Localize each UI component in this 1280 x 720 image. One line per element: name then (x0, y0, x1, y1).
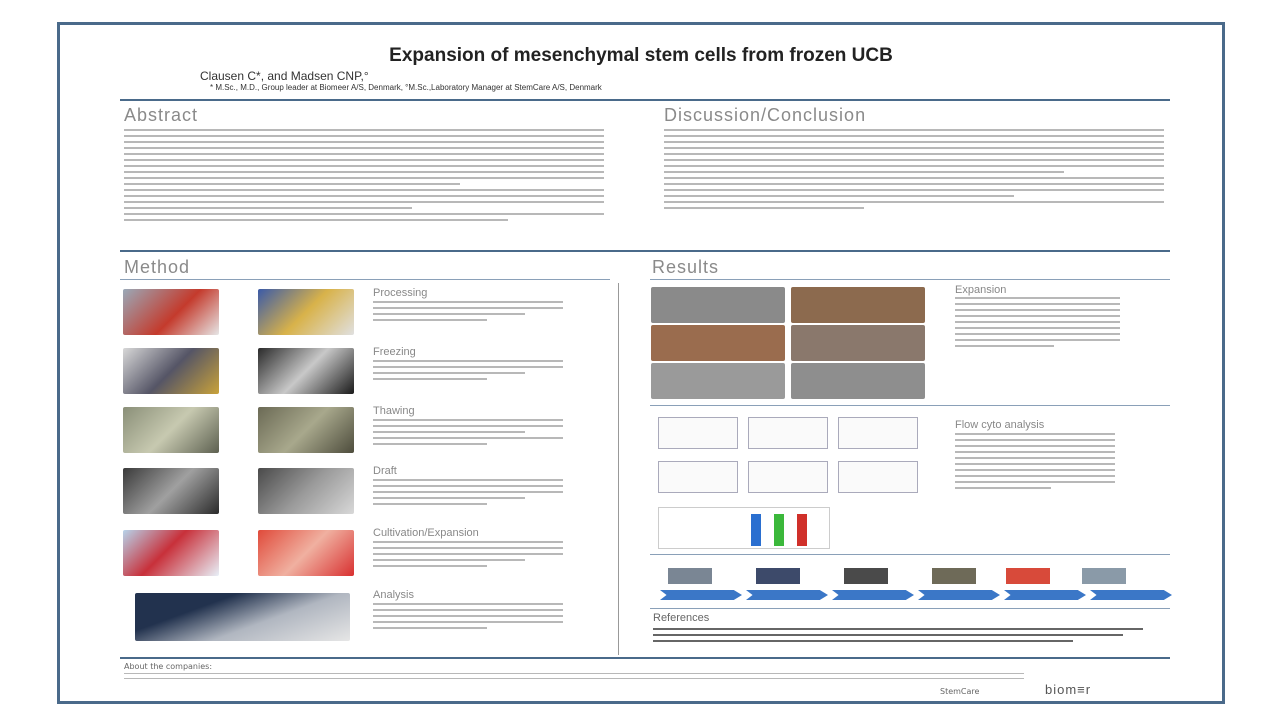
workflow-photo-4 (932, 568, 976, 584)
workflow-divider (650, 608, 1170, 609)
flow-histogram-3 (838, 417, 918, 449)
expansion-subhead: Expansion (955, 284, 1007, 296)
column-divider (618, 283, 619, 655)
workflow-arrow-5 (1004, 590, 1086, 600)
biomeer-logo: biom≡r (1045, 682, 1092, 697)
footer-divider (120, 657, 1170, 659)
footer-text (124, 673, 1024, 683)
footer-about: About the companies: (124, 662, 213, 671)
flow-bar-chart (658, 507, 830, 549)
results-divider (650, 279, 1170, 280)
workflow-photo-5 (1006, 568, 1050, 584)
mid-divider (120, 250, 1170, 252)
stemcare-logo: StemCare (940, 687, 980, 696)
abstract-heading: Abstract (124, 105, 199, 125)
microscopy-image-5 (651, 363, 785, 399)
method-step-thawing: Thawing (373, 405, 415, 417)
method-step-freezing: Freezing (373, 346, 416, 358)
cultivation-photo-2 (258, 530, 354, 576)
workflow-arrow-6 (1090, 590, 1172, 600)
poster-affiliation: * M.Sc., M.D., Group leader at Biomeer A/S, Denmark, °M.Sc.,Laboratory Manager at StemCare A/S, Denmark (210, 83, 602, 92)
poster-title: Expansion of mesenchymal stem cells from frozen UCB (389, 45, 893, 66)
results-heading: Results (652, 257, 720, 277)
discussion-heading: Discussion/Conclusion (664, 105, 867, 125)
thawing-photo-2 (258, 407, 354, 453)
analysis-instrument-photo (135, 593, 350, 641)
microscopy-image-4 (791, 325, 925, 361)
workflow-photo-1 (668, 568, 712, 584)
processing-text (373, 301, 563, 325)
flow-subhead: Flow cyto analysis (955, 419, 1045, 431)
flow-divider (650, 554, 1170, 555)
workflow-photo-6 (1082, 568, 1126, 584)
expansion-divider (650, 405, 1170, 406)
workflow-arrow-1 (660, 590, 742, 600)
reference-2 (653, 634, 1123, 636)
microscopy-image-1 (651, 287, 785, 323)
references-heading: References (653, 612, 710, 624)
processing-photo-1 (123, 289, 219, 335)
freezing-photo-1 (123, 348, 219, 394)
bar-green (774, 514, 784, 546)
header-divider (120, 99, 1170, 101)
microscopy-image-6 (791, 363, 925, 399)
workflow-photo-2 (756, 568, 800, 584)
bar-blue (751, 514, 761, 546)
freezing-text (373, 360, 563, 384)
reference-1 (653, 628, 1143, 630)
method-step-analysis: Analysis (373, 589, 414, 601)
method-divider (120, 279, 610, 280)
draft-photo-2 (258, 468, 354, 514)
poster-authors: Clausen C*, and Madsen CNP,° (200, 69, 369, 83)
abstract-text (124, 129, 604, 225)
microscopy-image-3 (651, 325, 785, 361)
workflow-photo-3 (844, 568, 888, 584)
bar-red (797, 514, 807, 546)
flow-histogram-6 (838, 461, 918, 493)
flow-histogram-5 (748, 461, 828, 493)
expansion-text (955, 297, 1120, 351)
flow-histogram-2 (748, 417, 828, 449)
reference-3 (653, 640, 1073, 642)
method-step-draft: Draft (373, 465, 397, 477)
analysis-text (373, 603, 563, 633)
flow-text (955, 433, 1115, 493)
cultivation-text (373, 541, 563, 571)
flow-histogram-1 (658, 417, 738, 449)
workflow-arrow-3 (832, 590, 914, 600)
poster (57, 22, 1225, 704)
thawing-photo-1 (123, 407, 219, 453)
microscopy-image-2 (791, 287, 925, 323)
freezing-photo-2 (258, 348, 354, 394)
thawing-text (373, 419, 563, 449)
method-step-cultivation: Cultivation/Expansion (373, 527, 479, 539)
workflow-arrow-2 (746, 590, 828, 600)
method-step-processing: Processing (373, 287, 428, 299)
flow-histogram-4 (658, 461, 738, 493)
cultivation-photo-1 (123, 530, 219, 576)
workflow-arrow-4 (918, 590, 1000, 600)
discussion-text (664, 129, 1164, 213)
processing-photo-2 (258, 289, 354, 335)
method-heading: Method (124, 257, 191, 277)
draft-text (373, 479, 563, 509)
draft-photo-1 (123, 468, 219, 514)
